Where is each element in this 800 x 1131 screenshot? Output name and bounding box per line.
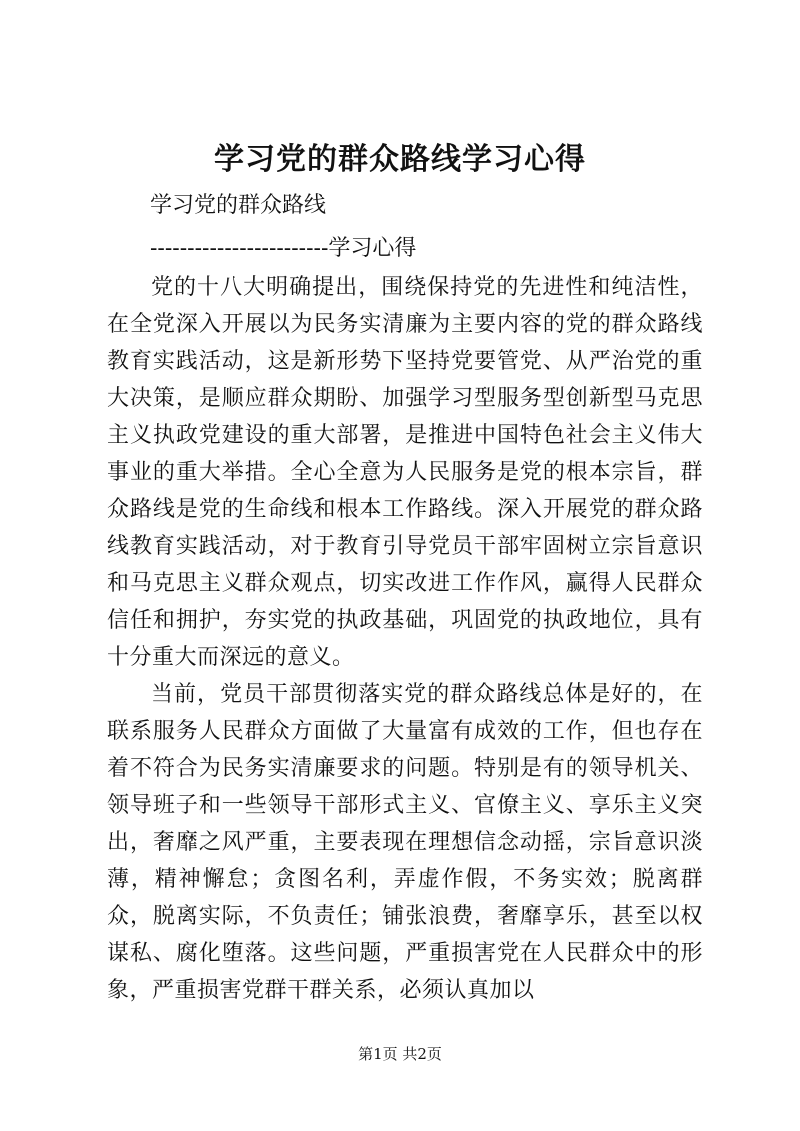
document-body — [107, 269, 703, 1009]
document-title: 学习党的群众路线学习心得 — [214, 142, 586, 177]
subtitle-line-2: ------------------------学习心得 — [150, 236, 417, 261]
subtitle-line-1: 学习党的群众路线 — [150, 193, 327, 218]
paragraph-1: 党的十八大明确提出，围绕保持党的先进性和纯洁性，在全党深入开展以为民务实清廉为主要内容的党的群众路线教育实践活动，这是新形势下坚持党要管党、从严治党的重大决策，是顺应群众期盼、加强学习型服务型创新型马克思主义执政党建设的重大部署，是推进中国特色社会主义伟大事业的重大举措。全心全意为人民服务是党的根本宗旨，群众路线是党的生命线和根本工作路线。深入开展党的群众路线教育实践活动，对于教育引导党员干部牢固树立宗旨意识和马克思主义群众观点，切实改进工作作风，赢得人民群众信任和拥护，夯实党的执政基础，巩固党的执政地位，具有十分重大而深远的意义。 — [107, 275, 703, 670]
paragraph-2: 当前，党员干部贯彻落实党的群众路线总体是好的，在联系服务人民群众方面做了大量富有成效的工作，但也存在着不符合为民务实清廉要求的问题。特别是有的领导机关、领导班子和一些领导干部形式主义、官僚主义、享乐主义突出，奢靡之风严重，主要表现在理想信念动摇，宗旨意识淡薄，精神懈怠；贪图名利，弄虚作假，不务实效；脱离群众，脱离实际，不负责任；铺张浪费，奢靡享乐，甚至以权谋私、腐化堕落。这些问题，严重损害党在人民群众中的形象，严重损害党群干群关系，必须认真加以 — [107, 682, 703, 1003]
page-footer: 第1页 共2页 — [358, 1045, 442, 1063]
